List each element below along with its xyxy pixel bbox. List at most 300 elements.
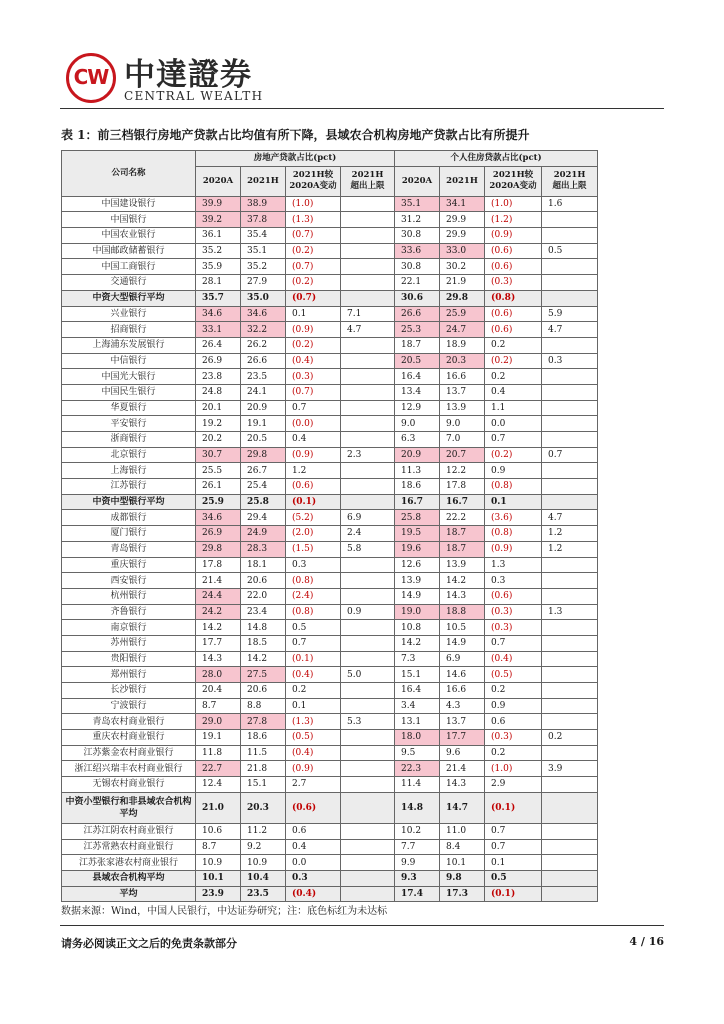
cell-recap [341,839,395,855]
cell-moch: (1.0) [485,196,542,212]
cell-mocap: 0.2 [542,730,598,746]
cell-moch: 0.9 [485,698,542,714]
cell-re20: 24.4 [196,588,241,604]
cell-moch: (0.6) [485,259,542,275]
table-row [62,447,598,463]
table-body [62,196,598,902]
cell-mo20: 10.8 [395,620,440,636]
cell-rech: (0.9) [286,761,341,777]
cell-mo20: 14.8 [395,792,440,823]
cell-mo20: 30.8 [395,259,440,275]
cell-re20: 36.1 [196,228,241,244]
cell-mo20: 18.7 [395,337,440,353]
cell-re20: 14.2 [196,620,241,636]
bank-name-cell: 平均 [62,886,196,902]
cell-recap [341,698,395,714]
table-row [62,667,598,683]
cell-re20: 19.1 [196,730,241,746]
cell-rech: (0.4) [286,886,341,902]
cell-rech: (0.7) [286,384,341,400]
cell-re21: 23.5 [241,369,286,385]
cell-mo20: 22.3 [395,761,440,777]
cell-re21: 20.6 [241,683,286,699]
cell-rech: (2.4) [286,588,341,604]
cell-recap [341,259,395,275]
cell-moch: (3.6) [485,510,542,526]
cell-rech: (0.8) [286,604,341,620]
cell-rech: (0.7) [286,228,341,244]
cell-mo21: 30.2 [440,259,485,275]
cell-rech: (0.8) [286,573,341,589]
cell-mo20: 7.3 [395,651,440,667]
cell-mo21: 17.7 [440,730,485,746]
header-divider [60,108,664,109]
cell-rech: 0.2 [286,683,341,699]
cell-mocap [542,573,598,589]
cell-recap [341,494,395,510]
cell-re20: 26.1 [196,479,241,495]
table-row [62,651,598,667]
cell-mo20: 33.6 [395,243,440,259]
cell-mocap: 0.7 [542,447,598,463]
cell-recap [341,651,395,667]
bank-name-cell: 江苏银行 [62,479,196,495]
cell-rech: 0.1 [286,306,341,322]
cell-mo21: 14.3 [440,777,485,793]
cell-moch: 0.1 [485,855,542,871]
cell-recap [341,870,395,886]
cell-rech: (2.0) [286,526,341,542]
cell-mocap [542,369,598,385]
cell-mo20: 30.8 [395,228,440,244]
cell-recap [341,290,395,306]
cell-moch: (0.8) [485,526,542,542]
cell-mo21: 13.9 [440,400,485,416]
cell-moch: (0.8) [485,290,542,306]
bank-name-cell: 苏州银行 [62,635,196,651]
cell-mo20: 20.9 [395,447,440,463]
cell-rech: (0.6) [286,479,341,495]
bank-name-cell: 浙商银行 [62,432,196,448]
col-re-2021h: 2021H [241,166,286,196]
cell-mo20: 9.3 [395,870,440,886]
cell-rech: (0.1) [286,494,341,510]
cell-re21: 23.4 [241,604,286,620]
cell-mocap [542,416,598,432]
cell-mocap [542,494,598,510]
col-mo-change: 2021H较 2020A变动 [485,166,542,196]
header-row-1 [62,151,598,167]
cell-mo20: 13.4 [395,384,440,400]
cell-re21: 10.9 [241,855,286,871]
bank-name-cell: 交通银行 [62,275,196,291]
table-row [62,306,598,322]
cell-recap [341,588,395,604]
cell-mocap [542,275,598,291]
cell-mo21: 20.3 [440,353,485,369]
cell-moch: (0.3) [485,620,542,636]
bank-name-cell: 江苏紫金农村商业银行 [62,745,196,761]
cell-re21: 18.1 [241,557,286,573]
bank-name-cell: 中资中型银行平均 [62,494,196,510]
bank-name-cell: 中国建设银行 [62,196,196,212]
cell-moch: (0.6) [485,322,542,338]
cell-recap: 4.7 [341,322,395,338]
cell-mocap [542,463,598,479]
table-row [62,761,598,777]
cell-re20: 28.1 [196,275,241,291]
cell-mo21: 20.7 [440,447,485,463]
company-logo [60,40,300,110]
cell-re20: 25.5 [196,463,241,479]
cell-re20: 11.8 [196,745,241,761]
cell-mocap [542,839,598,855]
cell-moch: 0.9 [485,463,542,479]
cell-re21: 9.2 [241,839,286,855]
table-row [62,745,598,761]
cell-mo21: 10.1 [440,855,485,871]
cell-mocap [542,228,598,244]
cell-rech: 0.0 [286,855,341,871]
cell-mocap: 1.3 [542,604,598,620]
cell-re21: 14.8 [241,620,286,636]
bank-name-cell: 中信银行 [62,353,196,369]
cell-mo21: 33.0 [440,243,485,259]
cell-rech: 0.3 [286,557,341,573]
average-row [62,290,598,306]
cell-re20: 34.6 [196,306,241,322]
cell-moch: 0.0 [485,416,542,432]
cell-mo20: 14.9 [395,588,440,604]
cell-re20: 35.7 [196,290,241,306]
cell-mocap [542,823,598,839]
cell-mocap [542,479,598,495]
cell-moch: 0.7 [485,635,542,651]
cell-recap [341,777,395,793]
cell-mocap [542,620,598,636]
bank-name-cell: 上海银行 [62,463,196,479]
col-mo-2021h: 2021H [440,166,485,196]
bank-name-cell: 宁波银行 [62,698,196,714]
cell-re20: 17.7 [196,635,241,651]
cell-mo21: 18.9 [440,337,485,353]
cell-recap [341,228,395,244]
table-row [62,855,598,871]
cell-moch: 0.2 [485,337,542,353]
cell-mo20: 3.4 [395,698,440,714]
cell-mocap: 4.7 [542,510,598,526]
cell-re20: 29.0 [196,714,241,730]
table-row [62,604,598,620]
table-row [62,463,598,479]
average-row [62,494,598,510]
bank-name-cell: 江苏张家港农村商业银行 [62,855,196,871]
cell-moch: 0.3 [485,573,542,589]
cell-mo21: 25.9 [440,306,485,322]
cell-rech: (0.2) [286,243,341,259]
cell-moch: 0.6 [485,714,542,730]
table-row [62,432,598,448]
cell-re21: 29.4 [241,510,286,526]
cell-re20: 29.8 [196,541,241,557]
cell-rech: (0.9) [286,447,341,463]
cell-mo20: 20.5 [395,353,440,369]
cell-re21: 32.2 [241,322,286,338]
cell-mo20: 7.7 [395,839,440,855]
cell-re20: 8.7 [196,839,241,855]
bank-name-cell: 青岛农村商业银行 [62,714,196,730]
cell-rech: (0.7) [286,259,341,275]
bank-name-cell: 杭州银行 [62,588,196,604]
col-mo-over-cap: 2021H 超出上限 [542,166,598,196]
cell-re20: 20.2 [196,432,241,448]
cell-mo20: 9.5 [395,745,440,761]
cell-mo21: 9.0 [440,416,485,432]
cell-recap [341,855,395,871]
bank-name-cell: 贵阳银行 [62,651,196,667]
cell-recap [341,243,395,259]
cw-logo-mark: CW [66,53,116,103]
cell-mo20: 14.2 [395,635,440,651]
table-row [62,683,598,699]
bank-name-cell: 青岛银行 [62,541,196,557]
table-row [62,526,598,542]
cell-rech: 0.5 [286,620,341,636]
table-row [62,777,598,793]
bank-name-cell: 华夏银行 [62,400,196,416]
cell-recap [341,196,395,212]
bank-name-cell: 中国农业银行 [62,228,196,244]
cell-re21: 21.8 [241,761,286,777]
cell-re20: 21.0 [196,792,241,823]
table-row [62,839,598,855]
cell-mo20: 17.4 [395,886,440,902]
table-row [62,243,598,259]
cell-moch: 0.2 [485,745,542,761]
cell-rech: (0.5) [286,730,341,746]
cell-rech: (0.1) [286,651,341,667]
col-company: 公司名称 [62,151,196,197]
cell-re20: 22.7 [196,761,241,777]
cell-mo21: 17.3 [440,886,485,902]
bank-name-cell: 上海浦东发展银行 [62,337,196,353]
cell-re21: 35.1 [241,243,286,259]
cell-re20: 33.1 [196,322,241,338]
table-row [62,510,598,526]
cell-re20: 39.9 [196,196,241,212]
cell-re21: 20.9 [241,400,286,416]
bank-name-cell: 中国邮政储蓄银行 [62,243,196,259]
cell-re21: 19.1 [241,416,286,432]
cell-re20: 20.1 [196,400,241,416]
cell-recap [341,463,395,479]
cell-re21: 25.8 [241,494,286,510]
table-row [62,212,598,228]
bank-name-cell: 西安银行 [62,573,196,589]
cell-re20: 35.2 [196,243,241,259]
cell-rech: 0.6 [286,823,341,839]
cell-rech: 2.7 [286,777,341,793]
table-row [62,369,598,385]
bank-name-cell: 中国民生银行 [62,384,196,400]
cell-recap [341,557,395,573]
cell-mo21: 13.7 [440,714,485,730]
cell-mo21: 9.8 [440,870,485,886]
cell-recap [341,384,395,400]
cell-mo21: 16.6 [440,683,485,699]
cell-re20: 23.9 [196,886,241,902]
bank-name-cell: 浙江绍兴瑞丰农村商业银行 [62,761,196,777]
average-row [62,870,598,886]
table-row [62,416,598,432]
cell-mocap [542,870,598,886]
cell-mocap: 4.7 [542,322,598,338]
cell-mo21: 34.1 [440,196,485,212]
cell-rech: (5.2) [286,510,341,526]
cell-recap: 6.9 [341,510,395,526]
table-row [62,322,598,338]
cell-mo20: 16.4 [395,683,440,699]
bank-name-cell: 中国工商银行 [62,259,196,275]
cell-mo21: 9.6 [440,745,485,761]
cell-mocap: 0.3 [542,353,598,369]
cell-mo21: 24.7 [440,322,485,338]
bank-name-cell: 招商银行 [62,322,196,338]
cell-mocap: 5.9 [542,306,598,322]
table-row [62,275,598,291]
cell-re20: 25.9 [196,494,241,510]
cell-re20: 30.7 [196,447,241,463]
cell-rech: (1.0) [286,196,341,212]
cell-rech: (1.5) [286,541,341,557]
cell-re21: 38.9 [241,196,286,212]
cell-mo20: 15.1 [395,667,440,683]
cell-re21: 11.5 [241,745,286,761]
cell-re21: 20.3 [241,792,286,823]
bank-name-cell: 兴业银行 [62,306,196,322]
cell-mo20: 18.0 [395,730,440,746]
cell-recap: 5.0 [341,667,395,683]
cell-recap [341,792,395,823]
cell-mo20: 22.1 [395,275,440,291]
cell-moch: 2.9 [485,777,542,793]
cell-rech: (1.3) [286,714,341,730]
cell-rech: (0.6) [286,792,341,823]
cell-moch: 0.4 [485,384,542,400]
cell-rech: 0.4 [286,839,341,855]
cell-recap [341,353,395,369]
cell-mo20: 25.8 [395,510,440,526]
cell-moch: 0.1 [485,494,542,510]
cell-mocap [542,290,598,306]
cell-mo21: 29.8 [440,290,485,306]
cell-rech: (0.4) [286,667,341,683]
cell-rech: (0.9) [286,322,341,338]
cell-mo21: 14.7 [440,792,485,823]
cell-moch: (0.2) [485,447,542,463]
cell-re21: 35.4 [241,228,286,244]
cell-re21: 14.2 [241,651,286,667]
cell-moch: 0.7 [485,432,542,448]
cell-mo21: 18.7 [440,526,485,542]
cell-moch: (0.1) [485,792,542,823]
cell-mocap [542,212,598,228]
cell-recap [341,212,395,228]
cell-re21: 20.5 [241,432,286,448]
cell-mocap [542,777,598,793]
cell-recap: 7.1 [341,306,395,322]
cell-re20: 21.4 [196,573,241,589]
cell-re21: 24.1 [241,384,286,400]
table-row [62,588,598,604]
cell-moch: 0.2 [485,369,542,385]
col-re-over-cap: 2021H 超出上限 [341,166,395,196]
cell-mo21: 22.2 [440,510,485,526]
cell-rech: (0.2) [286,337,341,353]
cell-mocap [542,886,598,902]
cell-moch: (0.9) [485,541,542,557]
cell-re20: 10.9 [196,855,241,871]
cell-mo21: 29.9 [440,228,485,244]
group-mortgage: 个人住房贷款占比(pct) [395,151,598,167]
cell-recap [341,275,395,291]
cell-re21: 35.0 [241,290,286,306]
table-row [62,620,598,636]
cell-re21: 26.6 [241,353,286,369]
cell-mo20: 9.0 [395,416,440,432]
bank-name-cell: 江苏常熟农村商业银行 [62,839,196,855]
cell-mo21: 14.3 [440,588,485,604]
footer-disclaimer: 请务必阅读正文之后的免责条款部分 [61,937,237,950]
bank-name-cell: 中国银行 [62,212,196,228]
cell-mocap [542,588,598,604]
cell-mocap [542,337,598,353]
cell-recap [341,730,395,746]
cell-recap [341,369,395,385]
cell-mo20: 19.0 [395,604,440,620]
cell-re20: 14.3 [196,651,241,667]
cell-mocap: 1.2 [542,541,598,557]
bank-name-cell: 中资小型银行和非县域农合机构平均 [62,792,196,823]
cell-moch: (0.3) [485,730,542,746]
cell-re21: 27.5 [241,667,286,683]
cell-mo20: 11.3 [395,463,440,479]
bank-name-cell: 长沙银行 [62,683,196,699]
bank-name-cell: 成都银行 [62,510,196,526]
cell-mo20: 16.4 [395,369,440,385]
cell-mocap [542,557,598,573]
cell-moch: (0.6) [485,588,542,604]
cell-mocap: 0.5 [542,243,598,259]
cell-re21: 18.5 [241,635,286,651]
cell-rech: (0.4) [286,353,341,369]
cell-mo20: 6.3 [395,432,440,448]
cell-re20: 24.2 [196,604,241,620]
cell-mo20: 30.6 [395,290,440,306]
col-re-2020a: 2020A [196,166,241,196]
cell-re20: 24.8 [196,384,241,400]
cell-mocap: 1.6 [542,196,598,212]
cell-mocap [542,792,598,823]
cell-re21: 27.9 [241,275,286,291]
cell-moch: (0.5) [485,667,542,683]
cell-mo20: 31.2 [395,212,440,228]
cell-mo21: 14.9 [440,635,485,651]
cell-re21: 10.4 [241,870,286,886]
cell-mo20: 9.9 [395,855,440,871]
cell-mocap [542,432,598,448]
cell-re20: 26.9 [196,353,241,369]
